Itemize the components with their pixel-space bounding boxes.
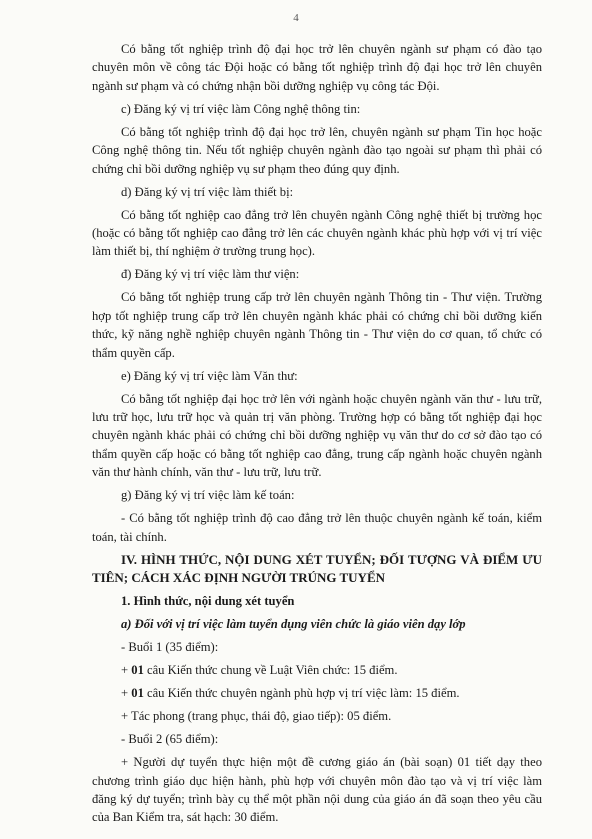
- paragraph-requirement-it: Có bằng tốt nghiệp trình độ đại học trở lên, chuyên ngành sư phạm Tin học hoặc Công nghệ thông tin. Nếu tốt nghiệp chuyên ngành đào tạo ngoài sư phạm thì phải có chứng chỉ bồi dưỡng nghiệp vụ sư phạm theo đúng quy định.: [92, 124, 542, 176]
- paragraph-requirement-clerical: Có bằng tốt nghiệp đại học trở lên với ngành hoặc chuyên ngành văn thư - lưu trữ, lưu trữ học, lưu trữ học và quản trị văn phòng. Trường hợp có bằng tốt nghiệp đại học chuyên ngành khác phải có chứng chỉ bồi dưỡng nghiệp vụ văn thư do cơ sở đào tạo có thẩm quyền cấp hoặc có bằng tốt nghiệp cao đẳng, trung cấp ngành hoặc chuyên ngành văn thư hành chính, văn thư - lưu trữ, lưu trữ.: [92, 391, 542, 480]
- heading-accounting-position: g) Đăng ký vị trí việc làm kế toán:: [121, 488, 295, 503]
- section-heading-iv: IV. HÌNH THỨC, NỘI DUNG XÉT TUYỂN; ĐỐI TƯỢNG VÀ ĐIỂM ƯU TIÊN; CÁCH XÁC ĐỊNH NGƯỜI TRÚNG TUYỂN: [92, 551, 542, 586]
- item-count: 01: [131, 663, 144, 678]
- session-1-item-manner: + Tác phong (trang phục, thái độ, giao tiếp): 05 điểm.: [121, 709, 392, 724]
- item-count: 01: [131, 686, 144, 701]
- subsection-heading-1: 1. Hình thức, nội dung xét tuyển: [121, 594, 295, 609]
- paragraph-requirement-accounting: - Có bằng tốt nghiệp trình độ cao đẳng trở lên thuộc chuyên ngành kế toán, kiểm toán, tài chính.: [92, 511, 542, 544]
- document-body: [92, 40, 542, 831]
- paragraph-requirement-team-work: Có bằng tốt nghiệp trình độ đại học trở lên chuyên ngành sư phạm có đào tạo chuyên môn về công tác Đội hoặc có bằng tốt nghiệp trình độ đại học trở lên chuyên ngành sư phạm và có chứng nhận bồi dưỡng nghiệp vụ công tác Đội.: [92, 42, 542, 93]
- item-prefix: +: [121, 686, 132, 701]
- item-text: câu Kiến thức chung về Luật Viên chức: 15 điểm.: [143, 663, 398, 678]
- heading-it-position: c) Đăng ký vị trí việc làm Công nghệ thông tin:: [121, 101, 361, 116]
- subsection-heading-a: a) Đối với vị trí việc làm tuyển dụng viên chức là giáo viên dạy lớp: [121, 617, 466, 632]
- session-1-item-general: [92, 661, 542, 679]
- session-1-item-specialized: [92, 684, 542, 702]
- page-number: 4: [293, 12, 299, 24]
- paragraph-requirement-equipment: Có bằng tốt nghiệp cao đẳng trở lên chuyên ngành Công nghệ thiết bị trường học (hoặc có bằng tốt nghiệp cao đẳng trở lên các chuyên ngành khác phù hợp với vị trí việc làm thiết bị, thí nghiệm ở trường trung học).: [92, 207, 542, 259]
- session-2-heading: - Buổi 2 (65 điểm):: [121, 732, 219, 747]
- heading-library-position: đ) Đăng ký vị trí việc làm thư viện:: [121, 267, 300, 282]
- heading-clerical-position: e) Đăng ký vị trí việc làm Văn thư:: [121, 368, 298, 383]
- item-text: câu Kiến thức chuyên ngành phù hợp vị trí việc làm: 15 điểm.: [143, 686, 460, 701]
- paragraph-requirement-library: Có bằng tốt nghiệp trung cấp trở lên chuyên ngành Thông tin - Thư viện. Trường hợp tốt nghiệp trung cấp trở lên chuyên ngành khác phải có chứng chỉ bồi dưỡng kiến thức, kỹ năng nghề nghiệp chuyên ngành Thông tin - Thư viện do cơ quan, tổ chức có thẩm quyền cấp.: [92, 290, 542, 360]
- session-1-heading: - Buổi 1 (35 điểm):: [121, 640, 219, 655]
- heading-equipment-position: d) Đăng ký vị trí việc làm thiết bị:: [121, 184, 294, 199]
- session-2-item-lesson-plan: + Người dự tuyển thực hiện một đề cương giáo án (bài soạn) 01 tiết dạy theo chương trình giáo dục hiện hành, phù hợp với chuyên môn đào tạo và vị trí việc làm đăng ký dự tuyển; trình bày cụ thể một phần nội dung của giáo án đã soạn theo yêu cầu của Ban Kiểm tra, sát hạch: 30 điểm.: [92, 755, 542, 825]
- item-prefix: +: [121, 663, 132, 678]
